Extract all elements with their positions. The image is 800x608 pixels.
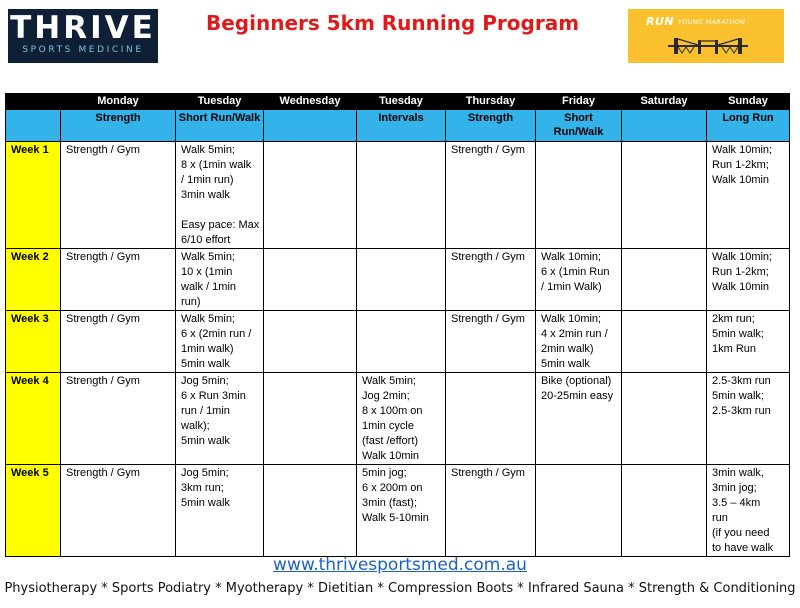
cell-text-line: Strength / Gym xyxy=(451,144,525,156)
day-header-thursday: Thursday xyxy=(446,94,536,110)
schedule-cell-sunday xyxy=(707,311,790,373)
schedule-cell-tuesday-intervals xyxy=(357,142,446,249)
cell-text-line: 8 x (1min walk xyxy=(181,159,252,171)
schedule-cell-saturday xyxy=(622,465,707,557)
week-row xyxy=(6,311,790,373)
schedule-cell-thursday xyxy=(446,465,536,557)
week-label: Week 2 xyxy=(6,249,61,311)
cell-text-line: 8 x 100m on xyxy=(362,405,423,417)
activity-wednesday xyxy=(264,110,357,142)
day-header-tuesday-intervals: Tuesday xyxy=(357,94,446,110)
schedule-cell-friday xyxy=(536,465,622,557)
cell-text-line: (fast /effort) xyxy=(362,435,419,447)
schedule-cell-monday xyxy=(61,249,176,311)
cell-text-line: Walk 5-10min xyxy=(362,512,429,524)
cell-text-line: 3min walk, xyxy=(712,467,764,479)
activity-blank xyxy=(6,110,61,142)
schedule-cell-thursday xyxy=(446,373,536,465)
activity-tuesday-intervals: Intervals xyxy=(357,110,446,142)
week-row xyxy=(6,465,790,557)
schedule-cell-tuesday-intervals xyxy=(357,373,446,465)
week-row xyxy=(6,142,790,249)
website-link[interactable]: www.thrivesportsmed.com.au xyxy=(273,555,527,575)
cell-text-line: Walk 10min xyxy=(712,174,770,186)
cell-text-line: 2.5-3km run xyxy=(712,375,771,387)
cell-text-line: Run 1-2km; xyxy=(712,266,769,278)
cell-text-line: Walk 10min xyxy=(712,281,770,293)
cell-text-line: walk / 1min xyxy=(181,281,237,293)
activity-friday: Short Run/Walk xyxy=(536,110,622,142)
cell-text-line: 20-25min easy xyxy=(541,390,614,402)
cell-text-line: 2.5-3km run xyxy=(712,405,771,417)
activity-type-row xyxy=(6,110,790,142)
cell-text-line: 2km run; xyxy=(712,313,755,325)
cell-text-line: 3km run; xyxy=(181,482,224,494)
cell-text-line: 5min walk xyxy=(181,358,230,370)
run-young-marathon-logo xyxy=(628,9,784,63)
schedule-cell-friday xyxy=(536,373,622,465)
schedule-cell-tuesday-intervals xyxy=(357,311,446,373)
cell-text-line: 1km Run xyxy=(712,343,757,355)
cell-text-line: Strength / Gym xyxy=(66,467,140,479)
cell-text-line: Walk 10min; xyxy=(541,251,602,263)
cell-text-line: 5min walk xyxy=(181,435,230,447)
cell-text-line: Strength / Gym xyxy=(66,313,140,325)
cell-text-line: 1min cycle xyxy=(362,420,414,432)
cell-text-line: run) xyxy=(181,296,201,308)
schedule-cell-thursday xyxy=(446,142,536,249)
schedule-cell-tuesday xyxy=(176,311,264,373)
schedule-cell-tuesday-intervals xyxy=(357,465,446,557)
cell-text-line: 5min walk xyxy=(541,358,590,370)
activity-saturday xyxy=(622,110,707,142)
day-header-friday: Friday xyxy=(536,94,622,110)
cell-text-line: (if you need xyxy=(712,527,770,539)
cell-text-line: Walk 5min; xyxy=(181,313,235,325)
schedule-cell-sunday xyxy=(707,465,790,557)
cell-text-line: 6/10 effort xyxy=(181,234,231,246)
schedule-cell-wednesday xyxy=(264,311,357,373)
cell-text-line: 5min walk; xyxy=(712,390,764,402)
cell-text-line: 6 x 200m on xyxy=(362,482,423,494)
cell-text-line: Strength / Gym xyxy=(451,251,525,263)
cell-text-line: 3.5 – 4km xyxy=(712,497,761,509)
cell-text-line: Walk 10min; xyxy=(541,313,602,325)
cell-text-line: 3min walk xyxy=(181,189,230,201)
week-label: Week 4 xyxy=(6,373,61,465)
cell-text-line: walk); xyxy=(181,420,210,432)
schedule-cell-friday xyxy=(536,142,622,249)
activity-monday: Strength xyxy=(61,110,176,142)
cell-text-line: 3min jog; xyxy=(712,482,757,494)
day-header-row xyxy=(6,94,790,110)
cell-text-line: Walk 5min; xyxy=(181,251,235,263)
schedule-cell-saturday xyxy=(622,142,707,249)
day-header-wednesday: Wednesday xyxy=(264,94,357,110)
schedule-cell-tuesday xyxy=(176,373,264,465)
schedule-cell-saturday xyxy=(622,373,707,465)
cell-text-line: Walk 5min; xyxy=(181,144,235,156)
cell-text-line: run / 1min xyxy=(181,405,230,417)
cell-text-line xyxy=(181,203,260,218)
cell-text-line: Walk 10min; xyxy=(712,144,773,156)
week-label: Week 1 xyxy=(6,142,61,249)
cell-text-line: Easy pace: Max xyxy=(181,219,260,231)
cell-text-line: to have walk xyxy=(712,542,774,554)
cell-text-line: Strength / Gym xyxy=(66,251,140,263)
week-row xyxy=(6,249,790,311)
activity-sunday: Long Run xyxy=(707,110,790,142)
schedule-cell-tuesday xyxy=(176,249,264,311)
cell-text-line: 6 x (2min run / xyxy=(181,328,252,340)
thrive-logo xyxy=(8,9,158,63)
day-header-monday: Monday xyxy=(61,94,176,110)
page-title: Beginners 5km Running Program xyxy=(206,11,580,35)
schedule-cell-wednesday xyxy=(264,465,357,557)
schedule-cell-tuesday xyxy=(176,465,264,557)
cell-text-line: 10 x (1min xyxy=(181,266,233,278)
cell-text-line: Run 1-2km; xyxy=(712,159,769,171)
cell-text-line: 3min (fast); xyxy=(362,497,418,509)
schedule-cell-wednesday xyxy=(264,249,357,311)
cell-text-line: 5min jog; xyxy=(362,467,407,479)
schedule-cell-sunday xyxy=(707,142,790,249)
cell-text-line: 4 x 2min run / xyxy=(541,328,608,340)
schedule-cell-sunday xyxy=(707,373,790,465)
schedule-cell-monday xyxy=(61,465,176,557)
schedule-cell-friday xyxy=(536,249,622,311)
cell-text-line: 5min walk; xyxy=(712,328,764,340)
cell-text-line: Strength / Gym xyxy=(66,375,140,387)
run-logo-text: RUN xyxy=(646,15,675,28)
cell-text-line: Strength / Gym xyxy=(451,313,525,325)
cell-text-line: Walk 5min; xyxy=(362,375,416,387)
cell-text-line: / 1min run) xyxy=(181,174,234,186)
cell-text-line: run xyxy=(712,512,728,524)
cell-text-line: Jog 5min; xyxy=(181,375,229,387)
cell-text-line: 5min walk xyxy=(181,497,230,509)
thrive-logo-text: THRIVE xyxy=(10,10,156,46)
week-row xyxy=(6,373,790,465)
schedule-cell-friday xyxy=(536,311,622,373)
cell-text-line: Strength / Gym xyxy=(451,467,525,479)
cell-text-line: Walk 10min xyxy=(362,450,420,462)
week-label: Week 3 xyxy=(6,311,61,373)
schedule-cell-wednesday xyxy=(264,373,357,465)
cell-text-line: Jog 5min; xyxy=(181,467,229,479)
week-label: Week 5 xyxy=(6,465,61,557)
activity-tuesday: Short Run/Walk xyxy=(176,110,264,142)
schedule-cell-tuesday-intervals xyxy=(357,249,446,311)
cell-text-line: Bike (optional) xyxy=(541,375,612,387)
activity-thursday: Strength xyxy=(446,110,536,142)
cell-text-line: Walk 10min; xyxy=(712,251,773,263)
schedule-cell-monday xyxy=(61,373,176,465)
schedule-cell-monday xyxy=(61,142,176,249)
day-header-blank xyxy=(6,94,61,110)
day-header-saturday: Saturday xyxy=(622,94,707,110)
schedule-cell-saturday xyxy=(622,311,707,373)
bridge-icon xyxy=(668,36,748,56)
thrive-logo-subtext: SPORTS MEDICINE xyxy=(22,45,144,55)
run-logo-subtext: YOUNG MARATHON xyxy=(678,18,746,26)
schedule-cell-wednesday xyxy=(264,142,357,249)
schedule-cell-saturday xyxy=(622,249,707,311)
schedule-cell-tuesday xyxy=(176,142,264,249)
day-header-sunday: Sunday xyxy=(707,94,790,110)
schedule-cell-thursday xyxy=(446,311,536,373)
cell-text-line: 6 x Run 3min xyxy=(181,390,246,402)
training-schedule-table xyxy=(5,93,790,557)
cell-text-line: 2min walk) xyxy=(541,343,594,355)
services-list: Physiotherapy * Sports Podiatry * Myotherapy * Dietitian * Compression Boots * Infrared Sauna * Strength & Conditioning xyxy=(4,581,796,596)
schedule-cell-monday xyxy=(61,311,176,373)
cell-text-line: Strength / Gym xyxy=(66,144,140,156)
schedule-cell-thursday xyxy=(446,249,536,311)
cell-text-line: 1min walk) xyxy=(181,343,234,355)
day-header-tuesday: Tuesday xyxy=(176,94,264,110)
cell-text-line: 6 x (1min Run xyxy=(541,266,610,278)
cell-text-line: / 1min Walk) xyxy=(541,281,602,293)
cell-text-line: Jog 2min; xyxy=(362,390,410,402)
schedule-cell-sunday xyxy=(707,249,790,311)
